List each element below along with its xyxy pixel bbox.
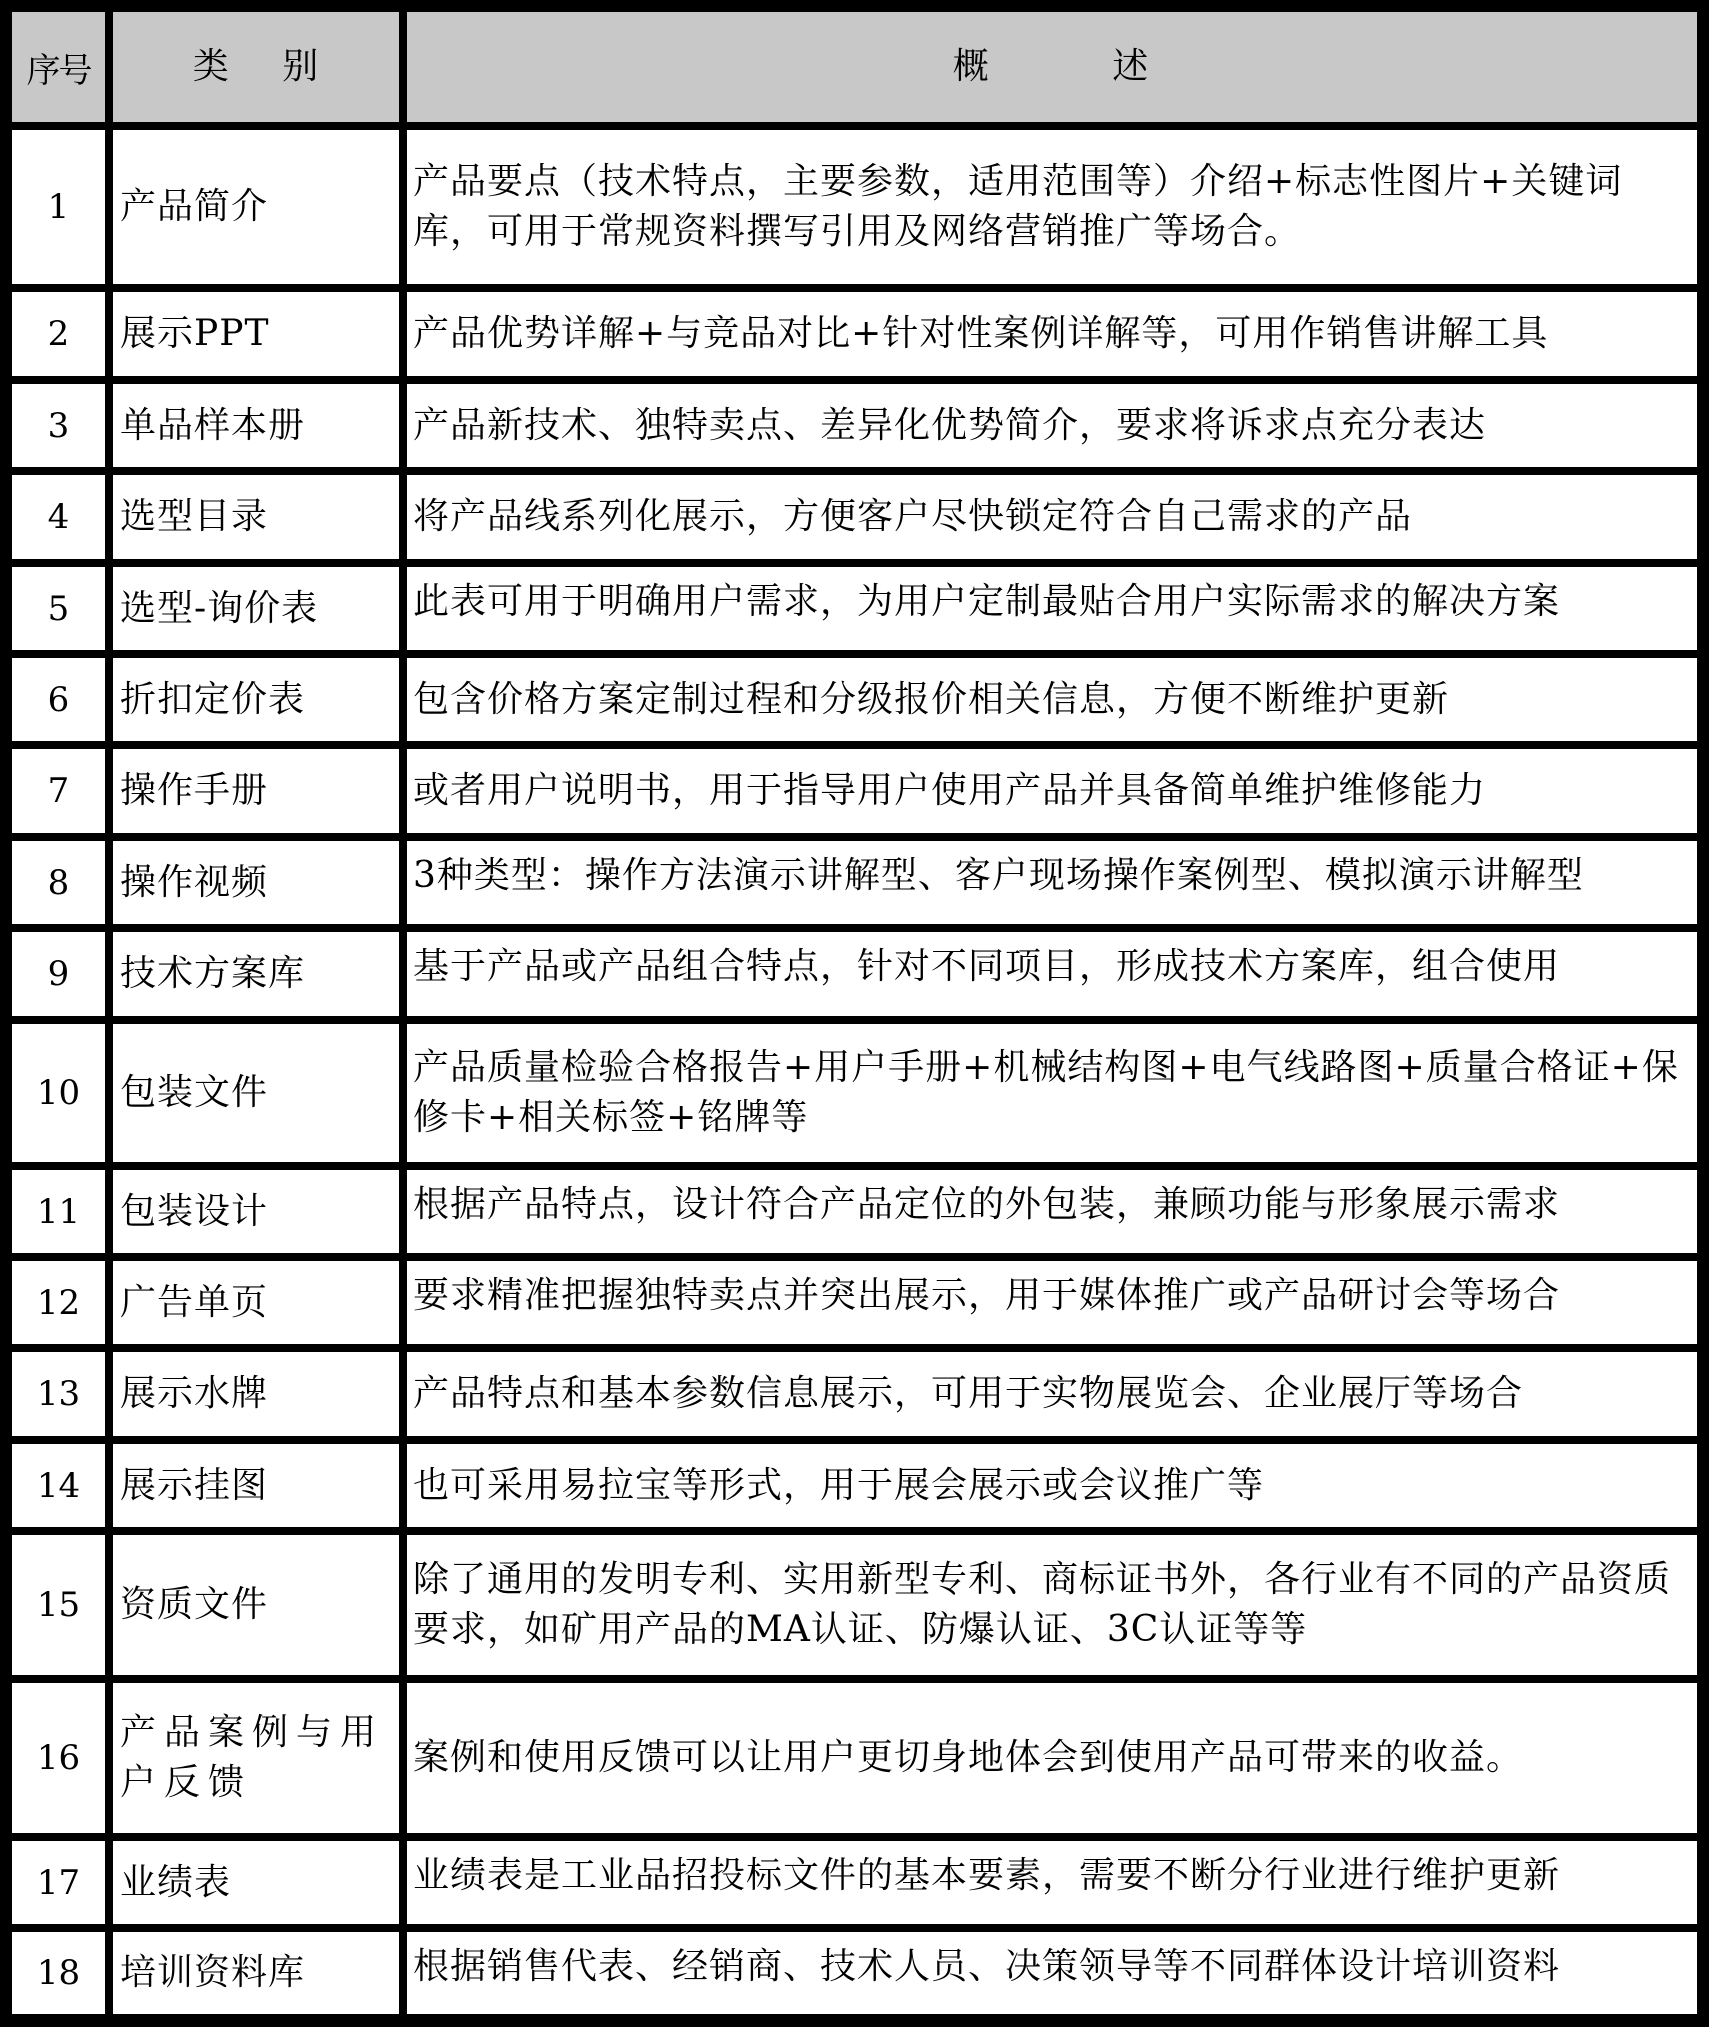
cell-description[interactable] — [407, 1535, 1697, 1675]
cell-no[interactable] — [12, 567, 105, 650]
category-text: 广告单页 — [120, 1281, 269, 1323]
description-text: 或者用户说明书，用于指导用户使用产品并具备简单维护维修能力 — [413, 770, 1487, 811]
description-text: 根据产品特点，设计符合产品定位的外包装，兼顾功能与形象展示需求 — [413, 1184, 1561, 1225]
table-row — [12, 1170, 1697, 1253]
description-text: 也可采用易拉宝等形式，用于展会展示或会议推广等 — [413, 1464, 1265, 1506]
description-text: 基于产品或产品组合特点，针对不同项目，形成技术方案库，组合使用 — [413, 946, 1561, 987]
description-text: 产品质量检验合格报告+用户手册+机械结构图+电气线路图+质量合格证+保修卡+相关标签+铭牌等 — [413, 1047, 1679, 1138]
cell-no[interactable] — [12, 749, 105, 833]
cell-no[interactable] — [12, 1261, 105, 1344]
category-text: 资质文件 — [120, 1584, 269, 1625]
cell-category[interactable] — [113, 1024, 399, 1162]
cell-no[interactable] — [12, 841, 105, 924]
table-header-row — [12, 12, 1697, 122]
cell-no[interactable] — [12, 1170, 105, 1253]
category-text: 展示水牌 — [120, 1373, 269, 1414]
table-row — [12, 292, 1697, 376]
cell-no[interactable] — [12, 1352, 105, 1436]
cell-no[interactable] — [12, 130, 105, 284]
row-number: 3 — [47, 405, 70, 446]
cell-description[interactable] — [407, 658, 1697, 741]
table-row — [12, 1261, 1697, 1344]
description-text: 将产品线系列化展示，方便客户尽快锁定符合自己需求的产品 — [413, 496, 1413, 537]
header-no-label: 序号 — [26, 50, 91, 91]
table-row — [12, 841, 1697, 924]
row-number: 5 — [47, 588, 70, 629]
cell-no[interactable] — [12, 932, 105, 1016]
table-row — [12, 1352, 1697, 1436]
row-number: 14 — [36, 1465, 81, 1506]
table-row — [12, 932, 1697, 1016]
header-no[interactable] — [12, 12, 105, 122]
cell-no[interactable] — [12, 292, 105, 376]
category-text: 单品样本册 — [120, 404, 306, 446]
row-number: 16 — [36, 1738, 81, 1778]
row-number: 9 — [47, 954, 70, 994]
description-text: 业绩表是工业品招投标文件的基本要素，需要不断分行业进行维护更新 — [413, 1855, 1561, 1896]
table-row — [12, 1535, 1697, 1675]
row-number: 8 — [47, 862, 70, 903]
table-row — [12, 475, 1697, 559]
cell-category[interactable] — [113, 567, 399, 650]
cell-category[interactable] — [113, 292, 399, 376]
description-text: 案例和使用反馈可以让用户更切身地体会到使用产品可带来的收益。 — [413, 1737, 1524, 1778]
row-number: 17 — [36, 1862, 81, 1903]
row-number: 12 — [36, 1282, 81, 1323]
cell-no[interactable] — [12, 1444, 105, 1527]
category-text: 包装文件 — [120, 1072, 269, 1113]
table-row — [12, 658, 1697, 741]
table-row — [12, 1841, 1697, 1924]
category-text: 操作手册 — [120, 770, 269, 811]
table-row — [12, 1024, 1697, 1162]
cell-description[interactable] — [407, 1932, 1697, 2014]
row-number: 2 — [47, 314, 70, 354]
cell-description[interactable] — [407, 841, 1697, 924]
category-text: 业绩表 — [120, 1861, 232, 1903]
category-text: 展示PPT — [120, 313, 270, 354]
description-text: 根据销售代表、经销商、技术人员、决策领导等不同群体设计培训资料 — [413, 1946, 1561, 1987]
row-number: 7 — [47, 771, 70, 811]
row-number: 11 — [36, 1191, 81, 1232]
category-text: 培训资料库 — [120, 1952, 306, 1993]
description-text: 产品要点（技术特点，主要参数，适用范围等）介绍+标志性图片+关键词库，可用于常规资料撰写引用及网络营销推广等场合。 — [413, 161, 1623, 252]
cell-description[interactable] — [407, 1261, 1697, 1344]
description-text: 包含价格方案定制过程和分级报价相关信息，方便不断维护更新 — [413, 678, 1450, 720]
table-row — [12, 1444, 1697, 1527]
table-row — [12, 130, 1697, 284]
header-description[interactable] — [407, 12, 1697, 122]
cell-category[interactable] — [113, 1841, 399, 1924]
cell-description[interactable] — [407, 1170, 1697, 1253]
header-category-label: 类 别 — [192, 46, 320, 87]
category-text: 产品案例与用户反馈 — [120, 1712, 385, 1803]
cell-description[interactable] — [407, 1444, 1697, 1527]
cell-description[interactable] — [407, 292, 1697, 376]
header-description-label: 概 述 — [952, 46, 1150, 87]
cell-description[interactable] — [407, 130, 1697, 284]
cell-category[interactable] — [113, 1683, 399, 1833]
row-number: 18 — [36, 1953, 81, 1993]
category-text: 包装设计 — [120, 1190, 269, 1232]
cell-no[interactable] — [12, 658, 105, 741]
description-text: 产品优势详解+与竞品对比+针对性案例详解等，可用作销售讲解工具 — [413, 313, 1549, 354]
cell-category[interactable] — [113, 1444, 399, 1527]
category-text: 选型-询价表 — [120, 587, 319, 629]
cell-no[interactable] — [12, 1535, 105, 1675]
row-number: 13 — [36, 1374, 81, 1414]
cell-no[interactable] — [12, 1841, 105, 1924]
cell-category[interactable] — [113, 1261, 399, 1344]
cell-description[interactable] — [407, 1352, 1697, 1436]
cell-category[interactable] — [113, 1535, 399, 1675]
category-text: 产品简介 — [120, 186, 269, 227]
cell-no[interactable] — [12, 1683, 105, 1833]
category-text: 选型目录 — [120, 496, 269, 537]
cell-category[interactable] — [113, 749, 399, 833]
description-text: 要求精准把握独特卖点并突出展示，用于媒体推广或产品研讨会等场合 — [413, 1275, 1561, 1316]
cell-category[interactable] — [113, 658, 399, 741]
description-text: 3种类型：操作方法演示讲解型、客户现场操作案例型、模拟演示讲解型 — [413, 855, 1584, 896]
category-text: 操作视频 — [120, 861, 269, 903]
table-row — [12, 749, 1697, 833]
description-text: 产品特点和基本参数信息展示，可用于实物展览会、企业展厅等场合 — [413, 1373, 1524, 1414]
cell-description[interactable] — [407, 749, 1697, 833]
cell-category[interactable] — [113, 475, 399, 559]
table-row — [12, 567, 1697, 650]
cell-category[interactable] — [113, 384, 399, 467]
row-number: 6 — [47, 679, 70, 720]
category-text: 展示挂图 — [120, 1464, 269, 1506]
row-number: 1 — [47, 187, 70, 227]
cell-category[interactable] — [113, 130, 399, 284]
table-row — [12, 1932, 1697, 2014]
cell-description[interactable] — [407, 1024, 1697, 1162]
cell-description[interactable] — [407, 384, 1697, 467]
cell-description[interactable] — [407, 932, 1697, 1016]
cell-no[interactable] — [12, 475, 105, 559]
cell-category[interactable] — [113, 841, 399, 924]
row-number: 10 — [36, 1073, 81, 1113]
cell-no[interactable] — [12, 1932, 105, 2014]
cell-category[interactable] — [113, 1170, 399, 1253]
cell-description[interactable] — [407, 475, 1697, 559]
table-row — [12, 1683, 1697, 1833]
table-row — [12, 384, 1697, 467]
cell-no[interactable] — [12, 1024, 105, 1162]
cell-description[interactable] — [407, 567, 1697, 650]
cell-category[interactable] — [113, 1352, 399, 1436]
description-text: 除了通用的发明专利、实用新型专利、商标证书外，各行业有不同的产品资质要求，如矿用产品的MA认证、防爆认证、3C认证等等 — [413, 1559, 1672, 1650]
cell-description[interactable] — [407, 1683, 1697, 1833]
category-text: 折扣定价表 — [120, 678, 306, 720]
cell-description[interactable] — [407, 1841, 1697, 1924]
description-text: 产品新技术、独特卖点、差异化优势简介，要求将诉求点充分表达 — [413, 404, 1487, 446]
header-category[interactable] — [113, 12, 399, 122]
row-number: 4 — [47, 497, 70, 537]
row-number: 15 — [36, 1585, 81, 1625]
cell-category[interactable] — [113, 932, 399, 1016]
description-text: 此表可用于明确用户需求，为用户定制最贴合用户实际需求的解决方案 — [413, 581, 1561, 622]
category-text: 技术方案库 — [120, 953, 306, 994]
cell-category[interactable] — [113, 1932, 399, 2014]
cell-no[interactable] — [12, 384, 105, 467]
